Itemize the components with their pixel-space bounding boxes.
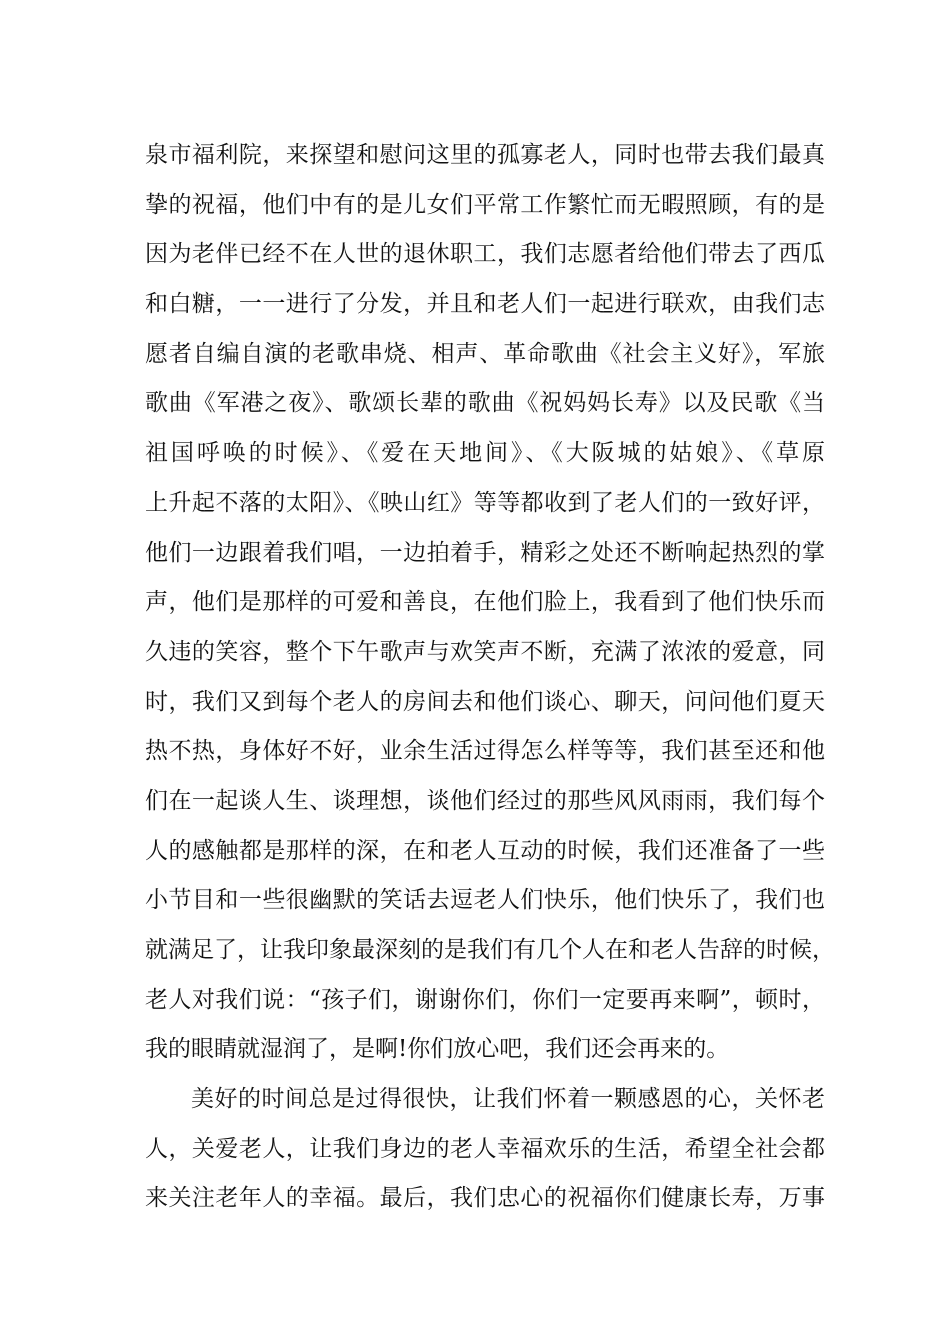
text-line: 时，我们又到每个老人的房间去和他们谈心、聊天，问问他们夏天 (145, 688, 825, 715)
text-line: 来关注老年人的幸福。最后，我们忠心的祝福你们健康长寿，万事 (145, 1185, 825, 1212)
text-line: 祖国呼唤的时候》、《爱在天地间》、《大阪城的姑娘》、《草原 (145, 440, 825, 467)
text-line: 声，他们是那样的可爱和善良，在他们脸上，我看到了他们快乐而 (145, 589, 825, 616)
text-line: 就满足了，让我印象最深刻的是我们有几个人在和老人告辞的时候， (145, 937, 835, 963)
text-line: 他们一边跟着我们唱，一边拍着手，精彩之处还不断响起热烈的掌 (145, 539, 825, 566)
text-line: 人的感触都是那样的深，在和老人互动的时候，我们还准备了一些 (145, 837, 825, 864)
text-line: 愿者自编自演的老歌串烧、相声、革命歌曲《社会主义好》，军旅 (145, 340, 825, 367)
text-line: 泉市福利院，来探望和慰问这里的孤寡老人，同时也带去我们最真 (145, 142, 825, 168)
text-line: 上升起不落的太阳》、《映山红》等等都收到了老人们的一致好评， (145, 489, 825, 516)
text-line: 人，关爱老人，让我们身边的老人幸福欢乐的生活，希望全社会都 (145, 1135, 825, 1162)
text-line: 美好的时间总是过得很快，让我们怀着一颗感恩的心，关怀老 (191, 1086, 825, 1113)
text-line: 热不热，身体好不好，业余生活过得怎么样等等，我们甚至还和他 (145, 738, 825, 765)
text-line: 小节目和一些很幽默的笑话去逗老人们快乐，他们快乐了，我们也 (145, 887, 825, 914)
text-line: 久违的笑容，整个下午歌声与欢笑声不断，充满了浓浓的爱意，同 (145, 638, 825, 665)
text-line: 歌曲《军港之夜》、歌颂长辈的歌曲《祝妈妈长寿》以及民歌《当 (145, 390, 825, 417)
text-line: 和白糖，一一进行了分发，并且和老人们一起进行联欢，由我们志 (145, 291, 825, 318)
text-line: 我的眼睛就湿润了，是啊!你们放心吧，我们还会再来的。 (145, 1036, 730, 1063)
body-text (145, 131, 835, 1224)
text-line: 因为老伴已经不在人世的退休职工，我们志愿者给他们带去了西瓜 (145, 241, 825, 268)
text-line: 们在一起谈人生、谈理想，谈他们经过的那些风风雨雨，我们每个 (145, 787, 825, 814)
text-line: 挚的祝福，他们中有的是儿女们平常工作繁忙而无暇照顾，有的是 (145, 191, 825, 218)
text-line: 老人对我们说：“孩子们，谢谢你们，你们一定要再来啊”，顿时， (145, 986, 825, 1013)
